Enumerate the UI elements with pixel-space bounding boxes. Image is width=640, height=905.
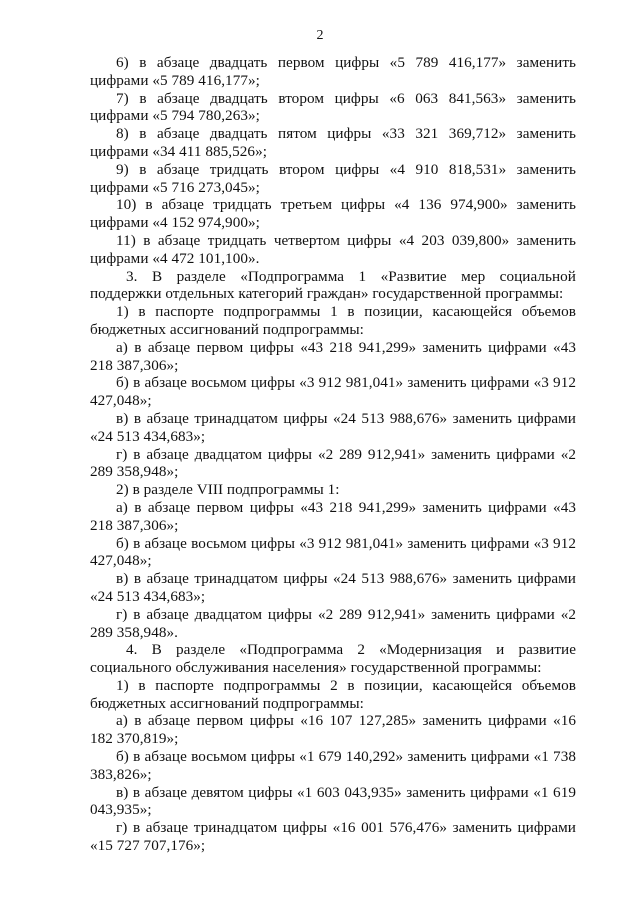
paragraph-9: 9) в абзаце тридцать втором цифры «4 910 818,531» заменить цифрами «5 716 273,045»; [90,160,576,196]
section-3-item-2a: а) в абзаце первом цифры «43 218 941,299» заменить цифрами «43 218 387,306»; [90,498,576,534]
paragraph-7: 7) в абзаце двадцать втором цифры «6 063 841,563» заменить цифрами «5 794 780,263»; [90,89,576,125]
section-3-item-2g: г) в абзаце двадцатом цифры «2 289 912,941» заменить цифрами «2 289 358,948». [90,605,576,641]
section-3-item-2: 2) в разделе VIII подпрограммы 1: [116,481,340,499]
section-3-item-1g: г) в абзаце двадцатом цифры «2 289 912,941» заменить цифрами «2 289 358,948»; [90,445,576,481]
document-body [90,54,576,855]
section-3-item-2v: в) в абзаце тринадцатом цифры «24 513 988,676» заменить цифрами «24 513 434,683»; [90,570,576,605]
section-4-item-1g: г) в абзаце тринадцатом цифры «16 001 576,476» заменить цифрами «15 727 707,176»; [90,819,576,855]
paragraph-10: 10) в абзаце тридцать третьем цифры «4 136 974,900» заменить цифрами «4 152 974,900»; [90,196,576,232]
section-4-heading: 4. В разделе «Подпрограмма 2 «Модернизация и развитие социального обслуживания населения» государственной программы: [90,641,576,677]
paragraph-6: 6) в абзаце двадцать первом цифры «5 789 416,177» заменить цифрами «5 789 416,177»; [90,54,576,89]
section-3-item-1: 1) в паспорте подпрограммы 1 в позиции, касающейся объемов бюджетных ассигнований подпрограммы: [90,303,576,338]
section-4-item-1v: в) в абзаце девятом цифры «1 603 043,935» заменить цифрами «1 619 043,935»; [90,783,576,819]
page-number: 2 [316,28,324,43]
section-4-item-1: 1) в паспорте подпрограммы 2 в позиции, касающейся объемов бюджетных ассигнований подпрограммы: [90,676,576,712]
section-3-item-1b: б) в абзаце восьмом цифры «3 912 981,041» заменить цифрами «3 912 427,048»; [90,374,576,410]
section-3-heading: 3. В разделе «Подпрограмма 1 «Развитие мер социальной поддержки отдельных категорий граждан» государственной программы: [90,267,576,303]
paragraph-8: 8) в абзаце двадцать пятом цифры «33 321 369,712» заменить цифрами «34 411 885,526»; [90,125,576,160]
section-3-item-1v: в) в абзаце тринадцатом цифры «24 513 988,676» заменить цифрами «24 513 434,683»; [90,409,576,445]
section-3-item-2b: б) в абзаце восьмом цифры «3 912 981,041» заменить цифрами «3 912 427,048»; [90,534,576,570]
section-3-item-1a: а) в абзаце первом цифры «43 218 941,299» заменить цифрами «43 218 387,306»; [90,338,576,374]
section-4-item-1a: а) в абзаце первом цифры «16 107 127,285» заменить цифрами «16 182 370,819»; [90,712,576,748]
section-4-item-1b: б) в абзаце восьмом цифры «1 679 140,292» заменить цифрами «1 738 383,826»; [90,748,576,783]
paragraph-11: 11) в абзаце тридцать четвертом цифры «4 203 039,800» заменить цифрами «4 472 101,100». [90,231,576,267]
